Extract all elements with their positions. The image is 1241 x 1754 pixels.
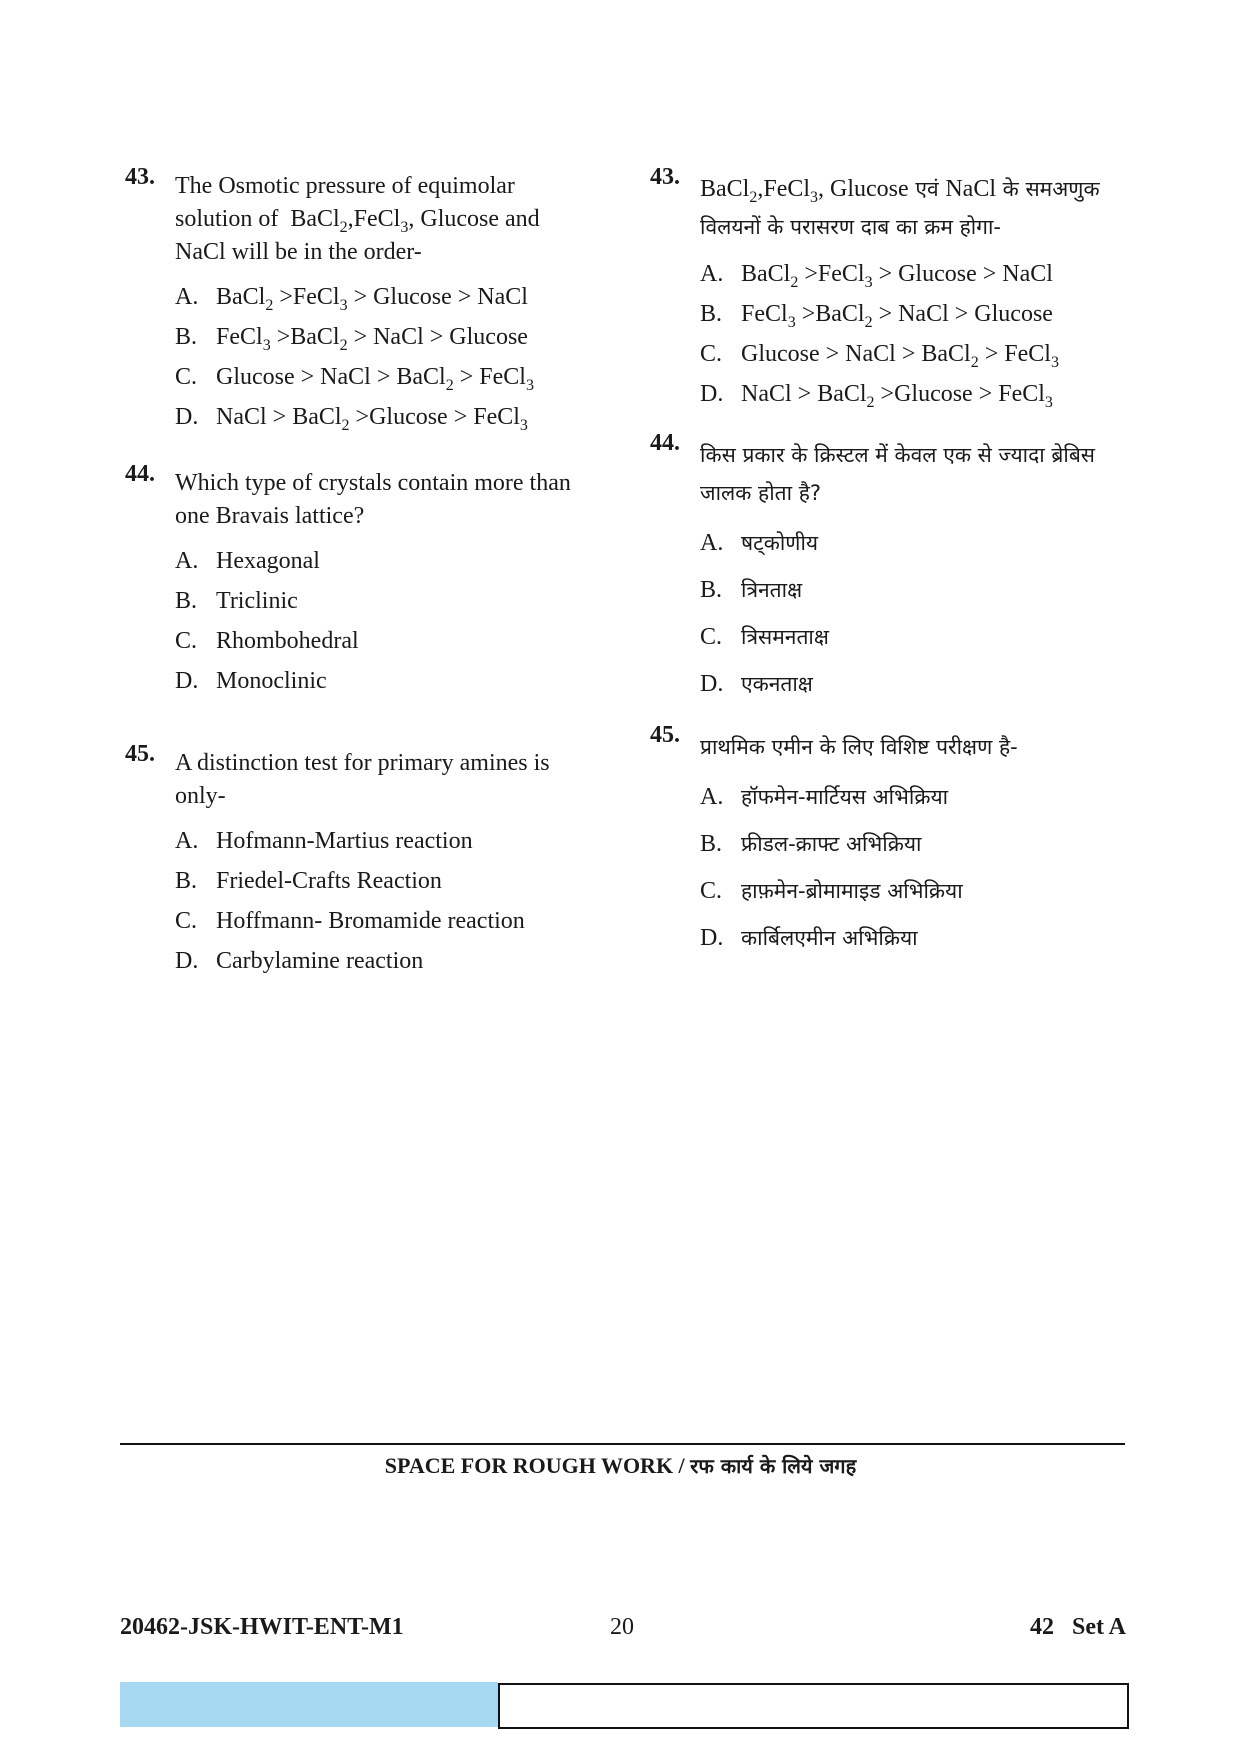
option-text: त्रिसमनताक्ष [741,625,829,649]
option-b [175,861,595,901]
option-text: Carbylamine reaction [216,948,424,974]
rough-work-english: SPACE FOR ROUGH WORK / [384,1453,685,1478]
option-label: C. [175,364,198,390]
option-a [700,520,1120,567]
option-c [175,901,595,941]
question-text: BaCl$_2$,FeCl$_3$, Glucose एवं NaCl के समअणुक विलयनों के परासरण दाब का क्रम होगा- [700,176,1100,239]
option-label: D. [700,671,724,697]
english-column [125,164,595,981]
option-label: D. [175,668,199,694]
question-text: The Osmotic pressure of equimolar solution of BaCl$_2$,FeCl$_3$, Glucose and NaCl will be in the order- [175,173,540,265]
option-label: B. [175,324,198,350]
option-d [700,374,1120,414]
option-text: Hexagonal [216,548,320,574]
question-number: 44. [125,461,155,487]
option-label: C. [700,878,723,904]
option-text: एकनताक्ष [741,672,813,696]
option-c [175,621,595,661]
option-c [175,357,595,397]
option-a [175,277,595,317]
option-text: Glucose > NaCl > BaCl$_2$ > FeCl$_3$ [216,364,534,394]
option-text: FeCl$_3$ >BaCl$_2$ > NaCl > Glucose [216,324,528,354]
option-d [700,661,1120,708]
option-label: D. [700,381,724,407]
option-c [700,868,1120,915]
option-text: BaCl$_2$ >FeCl$_3$ > Glucose > NaCl [216,284,528,314]
option-d [700,915,1120,962]
question-44 [650,430,1120,708]
question-45 [650,722,1120,962]
question-number: 43. [650,164,680,190]
option-label: D. [175,948,199,974]
option-c [700,334,1120,374]
option-text: कार्बिलएमीन अभिक्रिया [741,926,918,950]
paper-code: 20462-JSK-HWIT-ENT-M1 [120,1614,404,1640]
option-d [175,397,595,437]
divider-line [120,1443,1125,1445]
option-a [700,774,1120,821]
question-text: Which type of crystals contain more than one Bravais lattice? [175,470,571,529]
question-text: A distinction test for primary amines is only- [175,750,550,809]
question-text: किस प्रकार के क्रिस्टल में केवल एक से ज्यादा ब्रेबिस जालक होता है? [700,443,1096,505]
question-number: 44. [650,430,680,456]
option-label: B. [175,588,198,614]
option-text: हाफ़मेन-ब्रोमामाइड अभिक्रिया [741,879,963,903]
page-number: 20 [610,1614,634,1640]
question-43 [125,164,595,437]
option-label: A. [175,284,199,310]
option-label: D. [175,404,199,430]
option-b [175,581,595,621]
question-number: 43. [125,164,155,190]
option-text: Hoffmann- Bromamide reaction [216,908,525,934]
option-c [700,614,1120,661]
option-label: C. [700,624,723,650]
option-label: C. [175,628,198,654]
option-d [175,661,595,701]
option-label: B. [700,577,723,603]
option-text: Monoclinic [216,668,327,694]
option-text: BaCl$_2$ >FeCl$_3$ > Glucose > NaCl [741,261,1053,291]
option-text: Rhombohedral [216,628,359,654]
option-label: B. [175,868,198,894]
question-number: 45. [650,722,680,748]
set-label: 42 Set A [1030,1614,1126,1640]
option-label: C. [175,908,198,934]
option-label: D. [700,925,724,951]
option-b [175,317,595,357]
option-d [175,941,595,981]
option-label: A. [700,261,724,287]
option-label: A. [700,784,724,810]
option-label: B. [700,831,723,857]
option-label: A. [175,828,199,854]
option-a [175,821,595,861]
blue-bar [120,1682,498,1727]
option-text: Hofmann-Martius reaction [216,828,473,854]
rough-work-heading [0,1452,1241,1479]
option-label: C. [700,341,723,367]
option-b [700,294,1120,334]
question-43 [650,164,1120,414]
option-text: FeCl$_3$ >BaCl$_2$ > NaCl > Glucose [741,301,1053,331]
option-text: षट्कोणीय [741,531,819,555]
option-b [700,567,1120,614]
option-label: B. [700,301,723,327]
option-label: A. [175,548,199,574]
option-a [700,254,1120,294]
option-label: A. [700,530,724,556]
option-text: हॉफमेन-मार्टियस अभिक्रिया [741,785,949,809]
hindi-column [650,164,1120,962]
question-44 [125,461,595,701]
option-b [700,821,1120,868]
empty-box [498,1683,1129,1729]
rough-work-hindi: रफ कार्य के लिये जगह [690,1454,857,1478]
question-number: 45. [125,741,155,767]
option-text: NaCl > BaCl$_2$ >Glucose > FeCl$_3$ [216,404,528,434]
option-text: Glucose > NaCl > BaCl$_2$ > FeCl$_3$ [741,341,1059,371]
question-45 [125,741,595,981]
option-a [175,541,595,581]
option-text: त्रिनताक्ष [741,578,803,602]
question-text: प्राथमिक एमीन के लिए विशिष्ट परीक्षण है- [700,735,1018,759]
option-text: फ्रीडल-क्राफ्ट अभिक्रिया [741,832,922,856]
option-text: NaCl > BaCl$_2$ >Glucose > FeCl$_3$ [741,381,1053,411]
option-text: Triclinic [216,588,298,614]
option-text: Friedel-Crafts Reaction [216,868,442,894]
